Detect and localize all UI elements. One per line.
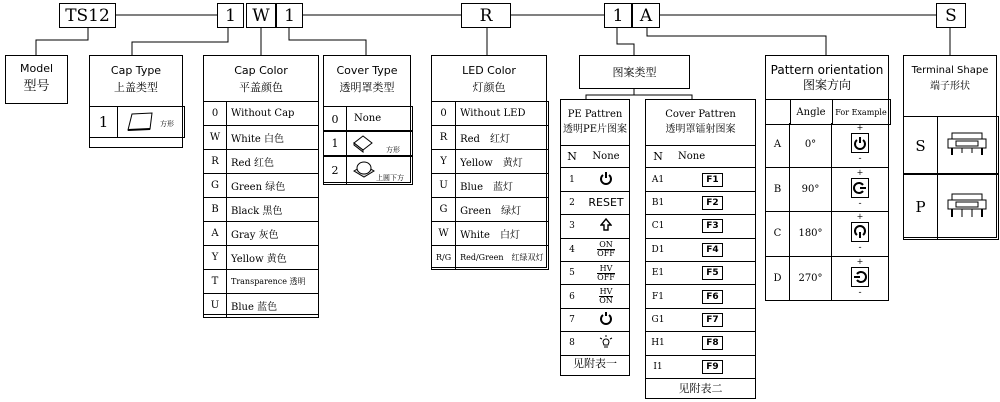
- code-ts12-text: TS12: [65, 5, 110, 26]
- power-rotated-icon: [851, 267, 869, 287]
- cover-pattern-key: G1: [651, 314, 665, 325]
- cover-type-row: [323, 106, 413, 132]
- cover-type-row: [323, 155, 413, 185]
- cover-pattern-row: [645, 145, 756, 168]
- pe-pattern-key: 2: [569, 197, 575, 208]
- cap-color-key: 0: [204, 102, 227, 126]
- led-color-name: Red/Green: [460, 253, 504, 262]
- orientation-rows: [765, 123, 889, 301]
- cover-pattern-key: N: [653, 150, 663, 164]
- orientation-example: [832, 212, 888, 256]
- cover-type-title-cn: 透明罩类型: [339, 81, 395, 94]
- led-color-key: R/G: [432, 246, 456, 270]
- plus-sign: +: [856, 212, 864, 221]
- cover-pattern-key-label: F5: [702, 266, 722, 280]
- cap-color-title-cn: 平盖颜色: [239, 81, 283, 94]
- led-color-value: [456, 102, 548, 126]
- pe-pattern-row: [560, 192, 630, 215]
- pe-pattern-key: 5: [569, 268, 575, 279]
- pe-pattern-value: [583, 332, 629, 354]
- power-rotated-icon: [851, 222, 869, 242]
- cap-color-row: [204, 246, 319, 270]
- cap-color-value: White 白色: [227, 126, 319, 150]
- orientation-title-cn: 图案方向: [802, 78, 851, 92]
- code-pattern-text: 1: [612, 5, 624, 26]
- cover-pattern-key: A1: [651, 174, 665, 185]
- pe-pattern-row: [560, 309, 630, 332]
- pe-pattern-row: [560, 262, 630, 285]
- pe-pattern-row: [560, 239, 630, 262]
- cover-type-box: [323, 55, 411, 183]
- pe-pattern-rows: [560, 145, 630, 356]
- cover-pattern-key: B1: [651, 197, 665, 208]
- cover-pattern-key-label: F3: [702, 219, 722, 233]
- pe-pattern-key: 4: [569, 244, 575, 255]
- cover-type-key: 0: [324, 107, 347, 131]
- pe-pattern-value: [583, 239, 629, 261]
- cap-color-row: [204, 174, 319, 198]
- pe-pattern-fraction: [599, 288, 613, 305]
- pe-pattern-footer: 见附表一: [573, 357, 617, 370]
- code-ts12: [59, 3, 116, 28]
- cover-type-value: None: [354, 113, 382, 124]
- led-color-name-cn: 白灯: [499, 230, 520, 241]
- led-color-name: Without LED: [460, 108, 526, 119]
- orientation-angle: 0°: [790, 123, 832, 167]
- pe-pattern-key: 8: [569, 338, 575, 349]
- pe-pattern-fraction-bottom: ON: [599, 296, 613, 306]
- cap-color-table: [203, 101, 319, 318]
- cap-color-value: Transparence 透明: [227, 270, 319, 294]
- cap-color-value: Green 绿色: [227, 174, 319, 198]
- led-color-key: G: [432, 198, 456, 222]
- cover-pattern-key: D1: [651, 244, 665, 255]
- cap-color-row: [204, 294, 319, 318]
- cap-type-title-cn: 上盖类型: [114, 81, 158, 94]
- cap-color-row: [204, 198, 319, 222]
- cover-pattern-title-en: Cover Pattren: [665, 109, 736, 120]
- pe-pattern-fraction-bottom: OFF: [597, 272, 615, 282]
- terminal-key: S: [904, 117, 938, 174]
- cover-pattern-value: [670, 192, 755, 214]
- pe-pattern-text: None: [592, 151, 620, 163]
- led-color-row: [432, 150, 549, 174]
- round-top-cover-icon: [351, 158, 377, 180]
- orientation-example: [832, 257, 888, 301]
- pe-pattern-value: [583, 192, 629, 214]
- code-terminal: [936, 3, 966, 28]
- cover-pattern-key: I1: [653, 361, 663, 372]
- led-color-name: Red: [460, 134, 480, 145]
- orientation-row: [765, 257, 889, 302]
- pe-pattern-title-en: PE Pattren: [567, 109, 623, 120]
- cover-pattern-key: C1: [651, 221, 665, 232]
- cap-color-value: Gray 灰色: [227, 222, 319, 246]
- cover-type-key: 2: [324, 156, 347, 184]
- pe-pattern-value: [583, 285, 629, 307]
- led-color-row: [432, 246, 549, 270]
- cap-color-row: [204, 102, 319, 126]
- code-cover-type-text: 1: [284, 5, 295, 26]
- power-icon: [599, 171, 613, 188]
- pe-pattern-row: [560, 145, 630, 168]
- led-color-key: 0: [432, 102, 456, 126]
- code-terminal-text: S: [945, 5, 957, 26]
- cover-pattern-key-label: F2: [702, 196, 722, 210]
- minus-sign: -: [858, 243, 862, 253]
- orientation-angle: 270°: [790, 257, 832, 301]
- led-color-table: [431, 101, 549, 270]
- cap-color-key: R: [204, 150, 227, 174]
- pe-pattern-key: N: [567, 150, 577, 164]
- minus-sign: -: [858, 154, 862, 164]
- cover-pattern-row: [645, 332, 756, 355]
- cap-color-key: B: [204, 198, 227, 222]
- cover-pattern-key: H1: [651, 338, 665, 349]
- model-title-en: Model: [19, 62, 54, 75]
- cover-type-key: 1: [324, 131, 347, 156]
- cap-color-row: [204, 222, 319, 246]
- orientation-box: [765, 55, 889, 301]
- pe-pattern-title-cn: 透明PE片图案: [562, 124, 628, 135]
- led-color-name: Green: [460, 206, 492, 217]
- cover-pattern-key: F1: [652, 291, 664, 302]
- led-color-row: [432, 174, 549, 198]
- pe-pattern-box: [560, 99, 630, 376]
- cover-pattern-footer: 见附表二: [678, 382, 723, 395]
- cap-type-title-en: Cap Type: [110, 64, 162, 77]
- led-color-value: [456, 174, 548, 198]
- orientation-key: D: [766, 257, 790, 301]
- cap-type-row: [89, 106, 185, 138]
- code-cap-type-text: 1: [225, 5, 236, 26]
- cover-pattern-row: [645, 192, 756, 215]
- pe-pattern-fraction-top: ON: [597, 241, 615, 250]
- pe-pattern-value: [583, 262, 629, 284]
- pe-pattern-value: [583, 215, 629, 237]
- cover-pattern-row: [645, 262, 756, 285]
- cap-type-box: [89, 55, 183, 148]
- orientation-col-example: For Example: [835, 107, 887, 117]
- pe-pattern-value: [583, 168, 629, 190]
- square-cap-icon: [122, 110, 158, 134]
- led-color-name-cn: 红绿双灯: [511, 253, 544, 262]
- led-color-value: [456, 198, 548, 222]
- shift-arrow-icon: [600, 218, 612, 234]
- cap-color-title-en: Cap Color: [234, 64, 288, 77]
- pe-pattern-value: [583, 146, 629, 167]
- code-cover-type: [276, 3, 303, 28]
- led-color-key: W: [432, 222, 456, 246]
- cap-type-note: 方形: [160, 120, 174, 128]
- orientation-key: A: [766, 123, 790, 167]
- cap-color-value: Yellow 黄色: [227, 246, 319, 270]
- led-color-row: [432, 126, 549, 150]
- cap-color-key: U: [204, 294, 227, 318]
- cover-type-row: [323, 130, 413, 157]
- led-color-title-cn: 灯颜色: [472, 81, 506, 94]
- cover-pattern-value: [670, 215, 755, 237]
- cover-pattern-value: [670, 309, 755, 331]
- terminal-key: P: [904, 174, 938, 239]
- pe-pattern-row: [560, 168, 630, 191]
- cover-pattern-value: [670, 239, 755, 261]
- orientation-row: [765, 212, 889, 257]
- led-color-name: Yellow: [460, 158, 493, 169]
- cover-type-note: 上圆下方: [376, 174, 404, 182]
- cover-pattern-rows: [645, 145, 756, 379]
- led-color-title-en: LED Color: [462, 64, 516, 77]
- power-rotated-icon: [851, 178, 869, 198]
- cap-color-key: G: [204, 174, 227, 198]
- orientation-key: B: [766, 168, 790, 212]
- cover-pattern-row: [645, 285, 756, 308]
- cover-pattern-value: [670, 356, 755, 378]
- pe-pattern-text: RESET: [588, 196, 624, 210]
- cover-pattern-row: [645, 309, 756, 332]
- plus-sign: +: [856, 123, 864, 132]
- cover-pattern-title-cn: 透明罩镭射图案: [665, 124, 736, 135]
- cover-pattern-value: [670, 168, 755, 190]
- power-standby-icon: [599, 311, 613, 328]
- pe-pattern-key: 7: [569, 314, 575, 325]
- cap-color-box: [203, 55, 319, 315]
- led-color-key: R: [432, 126, 456, 150]
- cover-pattern-value: [670, 332, 755, 354]
- plus-sign: +: [856, 256, 864, 266]
- orientation-title-en: Pattern orientation: [770, 63, 884, 77]
- led-color-row: [432, 198, 549, 222]
- pe-pattern-fraction: [597, 265, 615, 282]
- cap-color-value: Without Cap: [227, 102, 319, 126]
- cap-color-row: [204, 270, 319, 294]
- cap-color-key: Y: [204, 246, 227, 270]
- power-rotated-icon: [851, 133, 869, 153]
- pe-pattern-fraction: [597, 241, 615, 258]
- orientation-key: C: [766, 212, 790, 256]
- pattern-type-title: 图案类型: [612, 66, 657, 79]
- terminal-s-icon: [944, 131, 990, 159]
- terminal-row: [903, 116, 999, 175]
- cap-color-value: Blue 蓝色: [227, 294, 319, 318]
- cover-type-note: 方形: [386, 146, 400, 154]
- led-color-value: [456, 126, 548, 150]
- cover-pattern-key-label: F8: [702, 336, 722, 350]
- minus-sign: -: [858, 198, 862, 209]
- pattern-type-box: [579, 55, 690, 89]
- cap-color-key: A: [204, 222, 227, 246]
- pe-pattern-row: [560, 215, 630, 238]
- code-cap-color-text: W: [252, 5, 270, 26]
- code-led-color: [461, 3, 511, 28]
- cover-pattern-row: [645, 168, 756, 191]
- cap-color-value: Black 黑色: [227, 198, 319, 222]
- code-orientation-text: A: [639, 5, 653, 26]
- cap-color-key: W: [204, 126, 227, 150]
- model-box: [5, 55, 68, 104]
- orientation-header-row: [765, 99, 891, 125]
- orientation-row: [765, 168, 889, 213]
- cover-pattern-key-label: F9: [702, 360, 722, 374]
- cover-pattern-row: [645, 356, 756, 379]
- led-color-name-cn: 红灯: [489, 134, 510, 145]
- cover-pattern-key: E1: [651, 268, 665, 279]
- code-cap-type: [217, 3, 244, 28]
- pe-pattern-fraction-top: HV: [597, 265, 615, 274]
- terminal-title-cn: 端子形状: [930, 81, 970, 92]
- led-color-value: [456, 222, 548, 246]
- led-color-key: U: [432, 174, 456, 198]
- cover-pattern-key-label: F6: [702, 290, 722, 304]
- cap-color-value: Red 红色: [227, 150, 319, 174]
- led-color-key: Y: [432, 150, 456, 174]
- square-cover-icon: [351, 133, 375, 153]
- cap-color-row: [204, 126, 319, 150]
- minus-sign: -: [858, 287, 862, 298]
- code-led-color-text: R: [479, 5, 493, 26]
- cover-pattern-key-label: F1: [702, 173, 722, 187]
- cover-pattern-row: [645, 239, 756, 262]
- orientation-col-angle: Angle: [790, 100, 833, 124]
- led-color-name-cn: 蓝灯: [493, 182, 514, 193]
- cover-pattern-value: [670, 262, 755, 284]
- led-color-name: White: [460, 230, 490, 241]
- pe-pattern-key: 1: [569, 174, 575, 185]
- orientation-row: [765, 123, 889, 168]
- pe-pattern-fraction-top: HV: [599, 287, 613, 297]
- terminal-row: [903, 173, 999, 240]
- pe-pattern-key: 6: [569, 291, 575, 302]
- orientation-example: [832, 168, 888, 212]
- code-orientation: [632, 3, 660, 28]
- code-pattern: [604, 3, 632, 28]
- cover-pattern-value: [678, 146, 705, 167]
- cover-pattern-key-label: F7: [702, 313, 722, 327]
- led-color-value: [456, 246, 548, 270]
- led-color-box: [431, 55, 547, 268]
- terminal-p-icon: [944, 192, 990, 220]
- cover-pattern-text: None: [678, 151, 706, 163]
- pe-pattern-key: 3: [569, 221, 575, 232]
- led-color-name-cn: 绿灯: [501, 206, 522, 217]
- cover-pattern-value: [670, 285, 755, 307]
- cap-type-code: 1: [90, 107, 118, 137]
- cap-color-key: T: [204, 270, 227, 294]
- orientation-angle: 180°: [790, 212, 832, 256]
- orientation-example: [832, 123, 888, 167]
- terminal-title-en: Terminal Shape: [911, 65, 989, 76]
- terminal-box: [903, 55, 997, 238]
- led-color-row: [432, 102, 549, 126]
- lamp-icon: [598, 335, 614, 352]
- code-cap-color: [246, 3, 276, 28]
- pe-pattern-value: [583, 309, 629, 331]
- cover-type-title-en: Cover Type: [336, 64, 398, 77]
- pe-pattern-row: [560, 285, 630, 308]
- cover-pattern-key-label: F4: [702, 243, 722, 257]
- led-color-value: [456, 150, 548, 174]
- cover-pattern-row: [645, 215, 756, 238]
- pe-pattern-fraction-bottom: OFF: [597, 249, 615, 259]
- model-title-cn: 型号: [23, 79, 50, 94]
- led-color-name: Blue: [460, 182, 484, 193]
- orientation-angle: 90°: [790, 168, 832, 212]
- pe-pattern-row: [560, 332, 630, 355]
- cover-pattern-box: [645, 99, 756, 399]
- plus-sign: +: [856, 167, 864, 177]
- cap-color-row: [204, 150, 319, 174]
- led-color-row: [432, 222, 549, 246]
- led-color-name-cn: 黄灯: [502, 158, 523, 169]
